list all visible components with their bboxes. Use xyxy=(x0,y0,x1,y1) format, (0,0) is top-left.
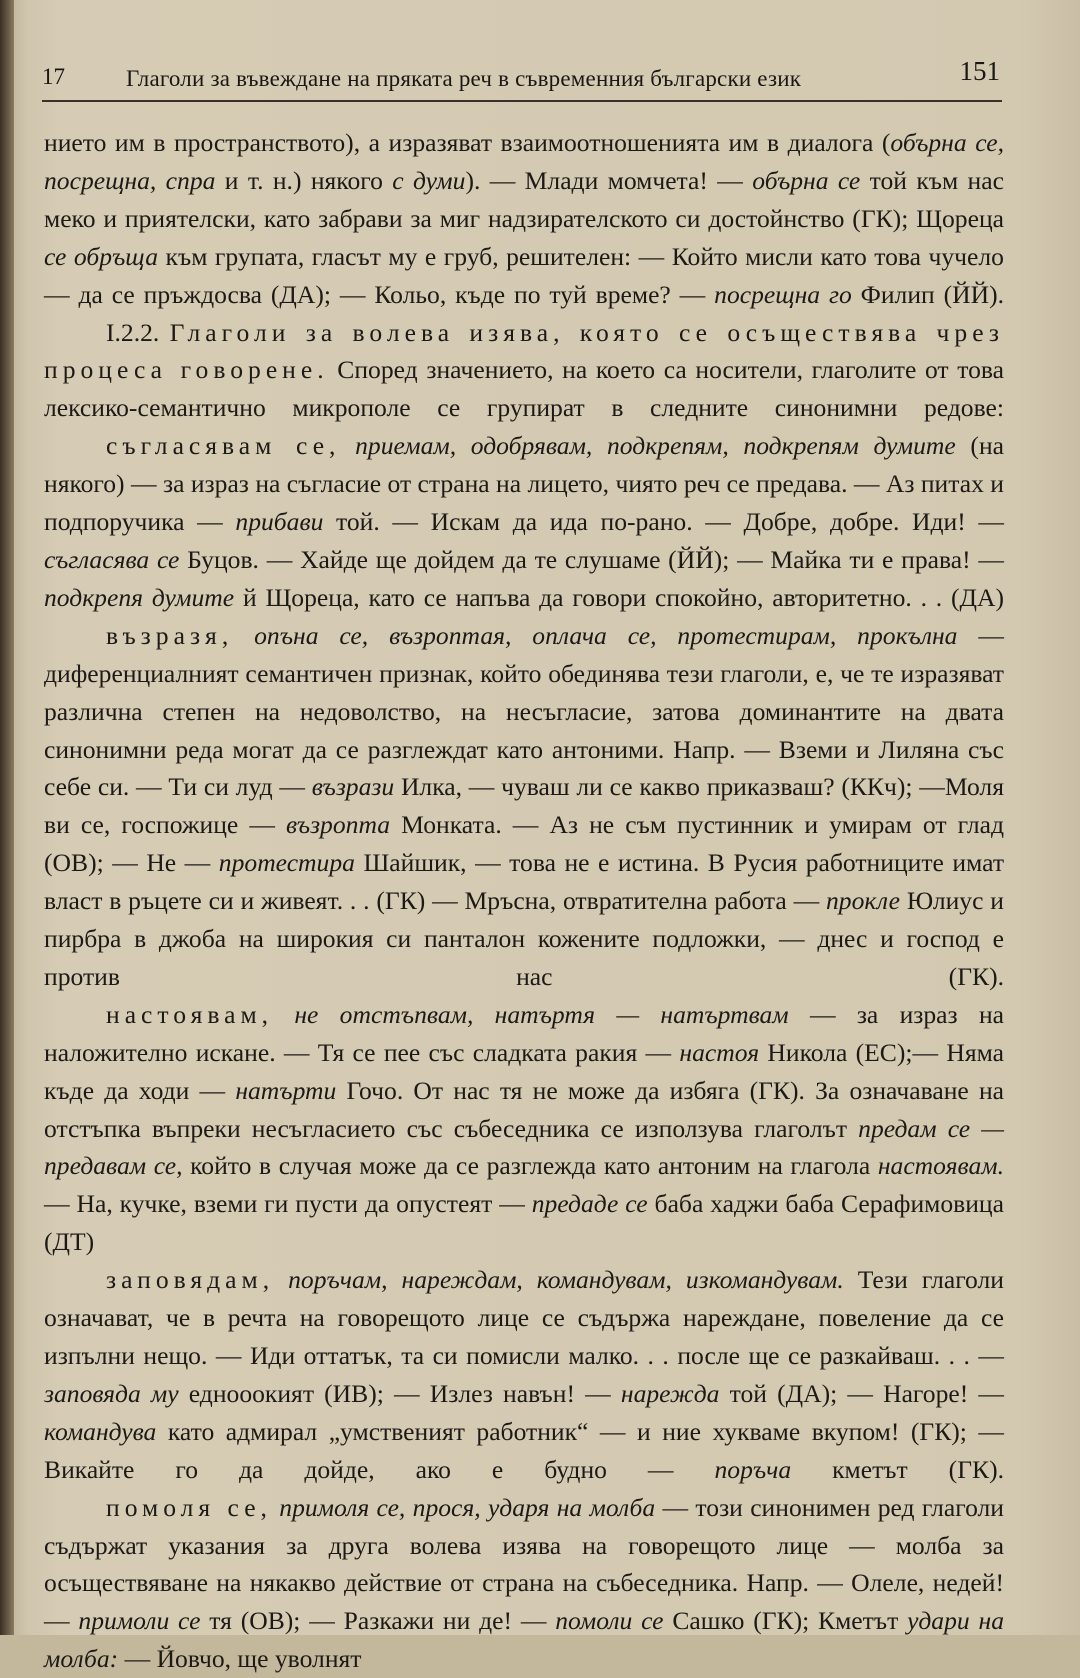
paragraph: съгласявам се, приемам, одобрявам, подкрепям, подкрепям думите (на някого) — за израз на съгласие от страна на лицето, чиято реч се предава. — Аз питах и подпоручика — прибави той. — Искам да ида по-рано. — Добре, добре. Иди! — съгласява се Буцов. — Хайде ще дойдем да те слушаме (ЙЙ); — Майка ти е права! — подкрепя думите й Щореца, като се напъва да говори спокойно, авторитетно. . . (ДА) xyxy=(44,431,1005,612)
paragraph: нието им в пространството), а изразяват взаимоотношенията им в диалога (обърна се, посрещна, спра и т. н.) някого с думи). — Млади момчета! — обърна се той към нас меко и приятелски, като забрави за миг надзирателското си достойнство (ГК); Щореца се обръща към групата, гласът му е груб, решителен: — Който мисли като това чучело — да се пръждосва (ДА); — Кольо, къде по туй време? — посрещна го Филип (ЙЙ). xyxy=(44,128,1005,309)
dominant-term: настоявам, xyxy=(106,999,274,1029)
paragraph: възразя, опъна се, възроптая, оплача се, протестирам, прокълна — диференциалният семантичен признак, който обединява тези глаголи, е, че те изразяват различна степен на недоволство, на несъгласие, затова доминантите на двата синонимни реда могат да се разглеждат като антоними. Напр. — Вземи и Лиляна със себе си. — Ти си луд — възрази Илка, — чуваш ли се какво приказваш? (ККч); —Моля ви се, госпожице — възропта Монката. — Аз не съм пустинник и умирам от глад (ОВ); — Не — протестира Шайшик, — това не е истина. В Русия работниците имат власт в ръцете си и живеят. . . (ГК) — Мръсна, отвратителна работа — прокле Юлиус и пирбра в джоба на широкия си панталон кожените подложки, — днес и господ е против нас (ГК). xyxy=(44,620,1004,991)
section-number: I.2.2. xyxy=(106,317,170,347)
paragraph: помоля се, примоля се, прося, ударя на молба — този синонимен ред глаголи съдържат указания за друга волева изява на говорещото лице — молба за осъществяване на някакво действие от страна на събеседника. Напр. — Олеле, недей! — примоли се тя (ОВ); — Разкажи ни де! — помоли се Сашко (ГК); Кметът удари на молба: — Йовчо, ще уволнят xyxy=(44,1492,1005,1674)
dominant-term: помоля се, xyxy=(106,1492,272,1522)
book-binding-shadow xyxy=(0,0,14,1635)
running-header xyxy=(42,56,1000,96)
dominant-term: съгласявам се, xyxy=(106,431,341,461)
paragraph: настоявам, не отстъпвам, натъртя — натъртвам — за израз на наложително искане. — Тя се пее със сладката ракия — настоя Никола (ЕС);— Няма къде да ходи — натърти Гочо. От нас тя не може да избяга (ГК). За означаване на отстъпка въпреки несъгласието със събеседника се използува глаголът предам се — предавам се, който в случая може да се разглежда като антоним на глагола настоявам. — На, кучке, вземи ги пусти да опустеят — предаде се баба хаджи баба Серафимовица (ДТ) xyxy=(44,999,1004,1257)
section-paragraph: I.2.2. Глаголи за волева изява, която се осъществява чрез процеса говорене. Според значението, на което са носители, глаголите от това лексико-семантично микрополе се групират в следните синонимни редове: xyxy=(44,317,1004,423)
dominant-term: възразя, xyxy=(106,620,234,650)
running-title: Глаголи за въвеждане на пряката реч в съвременния български език xyxy=(126,66,802,91)
paragraph: заповядам, поръчам, нареждам, командувам, изкомандувам. Тези глаголи означават, че в речта на говорещото лице се съдържа нареждане, повеление да се изпълни нещо. — Иди оттатък, та си помисли малко. . . после ще се разкайваш. . . — заповяда му еднооокият (ИВ); — Излез навън! — нарежда той (ДА); — Нагоре! — командува като адмирал „умственият работник“ — и ние хукваме вкупом! (ГК); — Викайте го да дойде, ако е будно — поръча кметът (ГК). xyxy=(44,1265,1004,1484)
page-number: 151 xyxy=(959,56,1000,86)
header-rule xyxy=(42,100,1002,102)
dominant-term: заповядам, xyxy=(106,1265,275,1295)
chapter-number: 17 xyxy=(42,64,65,89)
body-text xyxy=(44,124,1004,1678)
section-heading: Глаголи за волева изява, която се осъществява чрез процеса говорене. xyxy=(44,317,1004,385)
